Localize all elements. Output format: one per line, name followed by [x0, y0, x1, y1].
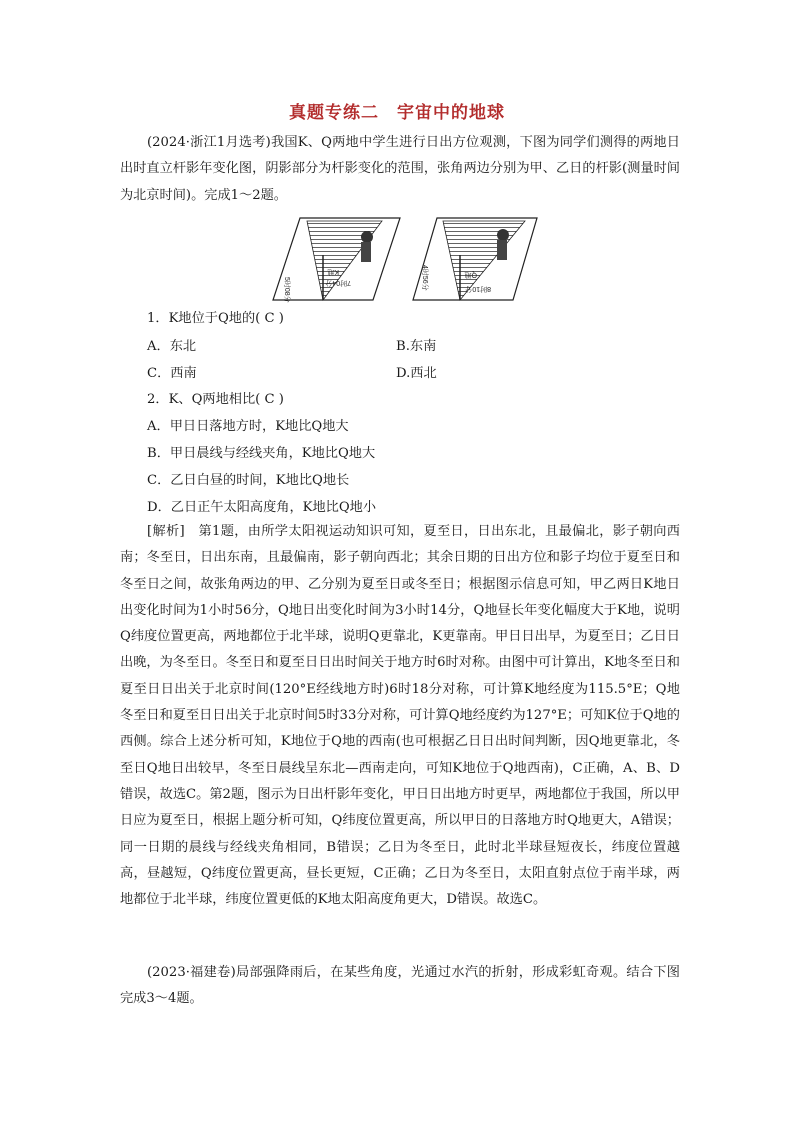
page-title [0, 98, 794, 123]
q-observer-figure [497, 229, 509, 241]
q1-option-c: C．西南 [147, 366, 197, 381]
k-time-label-1: 5时08分 [283, 277, 290, 303]
pole-shadow-figure [265, 215, 545, 303]
question-1-stem: 1．K地位于Q地的( C ) [147, 311, 284, 326]
q-time-label-2: 8时10分 [465, 285, 491, 292]
analysis-paragraph: [解析] 第1题，由所学太阳视运动知识可知，夏至日，日出东北，且最偏北，影子朝向西南；冬至日，日出东南，且最偏南，影子朝向西北；其余日期的日出方位和影子均位于夏至日和冬至日之间，故张角两边的甲、乙分别为夏至日或冬至日；根据图示信息可知，甲乙两日K地日出变化时间为1小时56分，Q地日出变化时间为3小时14分，Q地昼长年变化幅度大于K地，说明Q纬度位置更高，两地都位于北半球，说明Q更靠北，K更靠南。甲日日出早，为夏至日；乙日日出晚，为冬至日。冬至日和夏至日日出时间关于地方时6时对称。由图中可计算出，K地冬至日和夏至日日出关于北京时间(120°E经线地方时)6时18分对称，可计算K地经度为115.5°E；Q地冬至日和夏至日日出关于北京时间5时33分对称，可计算Q地经度约为127°E；可知K位于Q地的西侧。综合上述分析可知，K地位于Q地的西南(也可根据乙日日出时间判断，因Q地更靠北，冬至日Q地日出较早，冬至日晨线呈东北—西南走向，可知K地位于Q地西南)，C正确，A、B、D错误，故选C。第2题，图示为日出杆影年变化，甲日日出地方时更早，两地都位于我国，所以甲日应为夏至日，根据上题分析可知，Q纬度位置更高，所以甲日的日落地方时Q地更大，A错误；同一日期的晨线与经线夹角相同，B错误；乙日为冬至日，此时北半球昼短夜长，纬度位置越高，昼越短，Q纬度位置更高，昼长更短，C正确；乙日为冬至日，太阳直射点位于南半球，两地都位于北半球，纬度位置更低的K地太阳高度角更大，D错误。故选C。 [120, 524, 680, 908]
q-place-label: Q地 [464, 271, 477, 278]
q-observer-body [497, 240, 507, 260]
intro-paragraph-1: (2024·浙江1月选考)我国K、Q两地中学生进行日出方位观测，下图为同学们测得的两地日出时直立杆影年变化图，阴影部分为杆影变化的范围，张角两边分别为甲、乙日的杆影(测量时间为北京时间)。完成1～2题。 [120, 135, 680, 203]
q1-option-d: D.西北 [396, 366, 437, 381]
title-part-a: 真题专练二 [289, 103, 379, 123]
q1-option-b: B.东南 [396, 339, 437, 354]
q-panel [413, 218, 537, 300]
q1-option-a: A．东北 [147, 339, 197, 354]
intro-paragraph-2: (2023·福建卷)局部强降雨后，在某些角度，光通过水汽的折射，形成彩虹奇观。结合下图完成3～4题。 [120, 965, 680, 1007]
k-observer-figure [361, 231, 373, 243]
k-place-label: K地 [327, 268, 339, 275]
q2-option-c: C．乙日白昼的时间，K地比Q地长 [147, 473, 350, 488]
pole-shadow-diagram [265, 215, 545, 303]
q2-option-d: D．乙日正午太阳高度角，K地比Q地小 [147, 500, 377, 515]
k-time-label-2: 7时04分 [325, 279, 351, 286]
q-time-label-1: 4时56分 [421, 265, 428, 291]
k-panel [273, 218, 400, 303]
q2-option-a: A．甲日日落地方时，K地比Q地大 [147, 419, 349, 434]
q2-option-b: B．甲日晨线与经线夹角，K地比Q地大 [147, 446, 376, 461]
title-part-b: 宇宙中的地球 [397, 103, 505, 123]
question-2-stem: 2．K、Q两地相比( C ) [147, 392, 284, 407]
k-observer-body [361, 242, 371, 262]
